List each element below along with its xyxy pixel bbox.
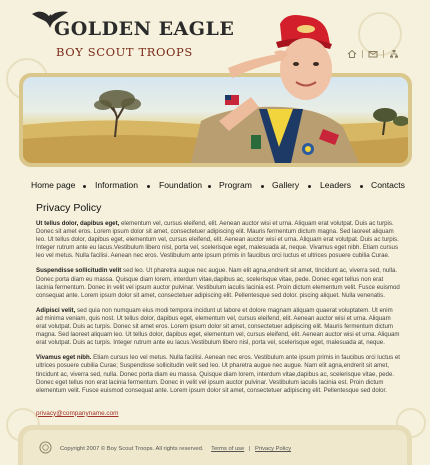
footer-text — [60, 446, 291, 452]
nav-separator — [261, 185, 264, 188]
footer-divider: | — [248, 446, 251, 452]
privacy-email-link[interactable]: privacy@companyname.com — [36, 409, 119, 417]
main-navigation — [0, 180, 430, 194]
nav-separator — [147, 185, 150, 188]
paragraph-lead: Suspendisse sollicitudin velit — [36, 267, 122, 275]
paragraph-lead: Ut tellus dolor, dapibus eget, — [36, 220, 120, 227]
paragraph — [36, 354, 400, 394]
icon-divider — [383, 50, 384, 58]
main-content — [36, 202, 400, 420]
privacy-link[interactable]: Privacy Policy — [255, 446, 292, 452]
paragraph-lead: Adipisci velit, — [36, 306, 76, 314]
brand-title: GOLDEN EAGLE — [54, 18, 235, 40]
site-logo[interactable] — [30, 8, 235, 64]
nav-contacts[interactable]: Contacts — [371, 180, 405, 190]
nav-separator — [308, 185, 311, 188]
footer-panel — [23, 430, 407, 465]
nav-gallery[interactable]: Gallery — [272, 180, 300, 190]
mail-icon[interactable] — [368, 49, 378, 59]
nav-separator — [360, 185, 363, 188]
brand-subtitle: BOY SCOUT TROOPS — [56, 45, 193, 59]
terms-link[interactable]: Terms of use — [211, 446, 245, 452]
paragraph — [36, 220, 400, 260]
paragraph — [36, 307, 400, 347]
nav-separator — [208, 185, 211, 188]
footer — [18, 425, 412, 465]
scout-head-image — [228, 14, 368, 104]
nav-separator — [83, 185, 86, 188]
paragraph-text: Etiam cursus leo vel metus. Nulla facilisi. Aenean nec eros. Vestibulum ante ipsum primis in faucibus orci luctus et ultrices posuere cubilia Curae; Suspendisse sollicitudin velit sed leo. Ut pharetra augue nec augue. Nam elit agna,endrerit sit amet, tincidunt ac, viverra sed, nulla. Donec porta diam eu massa. Quisque diam lorem, interdum vitae,dapibus ac, scelerisque vitae, pede. Donec eget tellus non erat lacinia fermentum. Donec in velit vel ipsum auctor pulvinar. Vestibulum iaculis lacinia est. Proin dictum elementum velit. Fusce euismod consequat ante. Lorem ipsum dolor sit amet, consectetuer adipiscing elit. Pellentesque sed dolor. — [36, 354, 400, 394]
copyright-text: Copyright 2007 © Boy Scout Troops. All rights reserved. — [60, 446, 204, 452]
scout-seal-icon — [39, 441, 52, 454]
nav-program[interactable]: Program — [219, 180, 252, 190]
paragraph-text: sed leo. Ut pharetra augue nec augue. Nam elit agna,endrerit sit amet, tincidunt ac, viverra sed, nulla. Donec porta diam eu massa. Quisque diam lorem, interdum vitae,dapibus ac, scelerisque vitae, pede. Donec eget tellus non erat lacinia fermentum. Donec in velit vel ipsum auctor pulvinar. Vestibulum iaculis lacinia est. Proin dictum elementum velit. Fusce euismod consequat ante. Lorem ipsum dolor sit amet, consectetuer adipiscing elit. Pellentesque sed dolor. piscing aliquet. Nulla venenatis. — [36, 267, 400, 299]
nav-home[interactable]: Home page — [31, 180, 76, 190]
paragraph-lead: Vivamus eget nibh. — [36, 354, 92, 362]
paragraph-text: elementum vel, cursus eleifend, elit. Aenean auctor wisi et urna. Aliquam erat volutpat. Duis ac turpis. Donec sit amet eros. Lorem ipsum dolor sit amet, consectetuer adipiscing elit. Mauris fermentum dictum magna. Sed laoreet aliquam leo. Ut tellus dolor, dapibus eget, elementum vel, cursus eleifend, elit. Aenean auctor wisi et urna. Aliquam erat volutpat. Duis ac turpis. Integer rutrum ante eu lacus.Vestibulum libero nisl, porta vel, scelerisque eget, malesuada at, neque. Vivamus eget nibh. Etiam cursus leo vel metus. Nulla facilisi. Aenean nec eros. Vestibulum ante ipsum primis in faucibus orci luctus et ultrices posuere cubilia Curae. — [36, 220, 399, 260]
nav-foundation[interactable]: Foundation — [159, 180, 203, 190]
page-title: Privacy Policy — [36, 202, 102, 214]
paragraph-text: sed quia non numquam eius modi tempora incidunt ut labore et dolore magnam aliquam quaerat voluptatem. Ut enim ad minima veniam, quis nost. Ut tellus dolor, dapibus eget, elementum vel, cursus eleifend, elit. Aenean auctor wisi et urna. Aliquam erat volutpat. Duis ac turpis. Donec sit amet eros. Lorem ipsum dolor sit amet, consectetuer adipiscing elit. Mauris fermentum dictum magna. Sed laoreet aliquam leo. Ut tellus dolor, dapibus eget, elementum vel, cursus eleifend, elit. Aenean auctor wisi et urna. Aliquam erat volutpat. Duis ac turpis. Integer rutrum ante eu lacus.Vestibulum libero nisl, porta vel, scelerisque eget, malesuada at, neque. — [36, 306, 400, 347]
nav-leaders[interactable]: Leaders — [320, 180, 352, 190]
sitemap-icon[interactable] — [389, 49, 399, 59]
nav-information[interactable]: Information — [95, 180, 138, 190]
paragraph — [36, 267, 400, 299]
